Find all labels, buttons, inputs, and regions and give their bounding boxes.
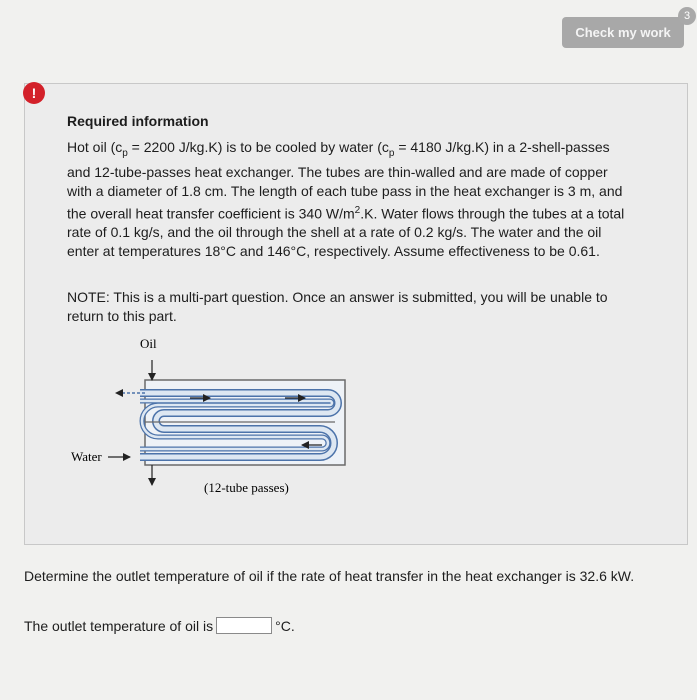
question-text: Determine the outlet temperature of oil if the rate of heat transfer in the heat exchanger is 32.6 kW.: [24, 568, 635, 584]
statement-part-1: Hot oil (c: [67, 139, 123, 155]
required-information-heading: Required information: [67, 113, 209, 129]
water-label: Water: [71, 449, 102, 464]
heat-exchanger-diagram: [60, 330, 360, 500]
statement-part-2: = 2200 J/kg.K) is to be cooled by water (c: [127, 139, 389, 155]
multi-part-note: NOTE: This is a multi-part question. Once an answer is submitted, you will be unable to return to this part.: [67, 289, 608, 324]
oil-label: Oil: [140, 336, 157, 351]
alert-icon: !: [23, 82, 45, 104]
answer-row: [24, 617, 295, 634]
answer-unit: °C.: [275, 617, 295, 634]
answer-prefix: The outlet temperature of oil is: [24, 617, 214, 634]
statement-part-3: = 4180 J/kg.K) in a 2-shell-passes and 12-tube-passes heat exchanger. The tubes are thin-walled and are made of copper with a diameter of 1.8 cm. The length of each tube pass in the heat exchanger is 3 m, and the overall heat transfer coefficient is 340 W/m: [67, 139, 623, 222]
squared-superscript: 2: [354, 204, 361, 216]
tube-passes-label: (12-tube passes): [204, 480, 289, 495]
cp-subscript-water: p: [388, 147, 395, 159]
statement-part-4: .K. Water flows through the tubes at a total rate of 0.1 kg/s, and the oil through the shell at a rate of 0.2 kg/s. The water and the oil enter at temperatures 18°C and 146°C, respectively. Assume effectiveness to be 0.61.: [67, 205, 625, 260]
check-my-work-button[interactable]: Check my work: [562, 17, 684, 48]
attempt-badge: 3: [678, 7, 696, 25]
outlet-temperature-input[interactable]: [216, 617, 272, 634]
problem-statement: [67, 138, 627, 261]
cp-subscript-oil: p: [122, 147, 128, 159]
